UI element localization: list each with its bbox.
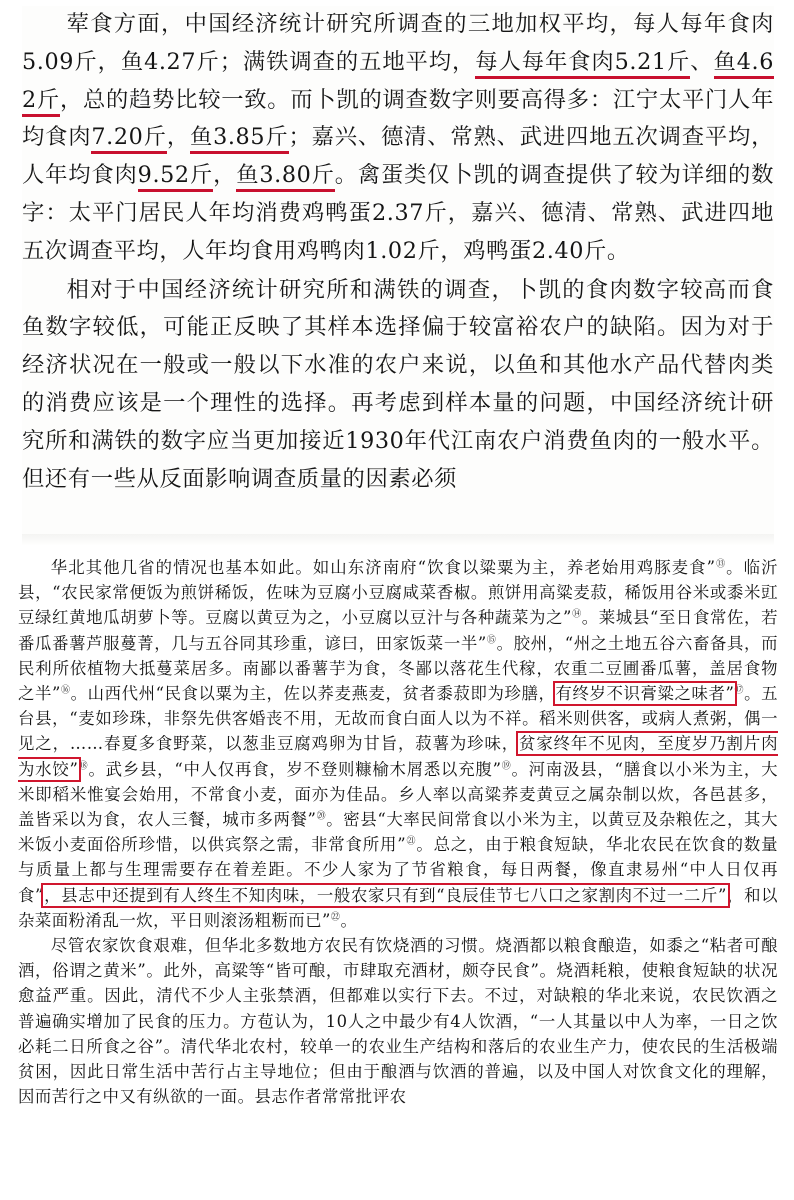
underlined-figure-fish: 鱼3.85斤 — [190, 124, 289, 154]
boxed-quote: 有终岁不识膏粱之味者” — [555, 684, 735, 704]
text-run: 。莱城县“至日食常佐，若番瓜番薯芦服蔓菁，几与五谷同其珍重，谚曰，田家饭菜一半” — [18, 608, 778, 653]
text-run: 。五台县，“麦如珍珠，非祭先供客婚丧不用，无故而食白面人以为不祥。稻米则供客，或病人煮粥，偶一见之，……春夏多食野菜，以葱韭豆腐鸡卵为甘旨，菽薯为珍味， — [18, 684, 778, 754]
footnote-marker-icon: ⑰ — [734, 685, 745, 696]
footnote-marker-icon: ㉒ — [330, 912, 341, 923]
text-run: 。临沂县，“农民家常便饭为煎饼稀饭，佐味为豆腐小豆腐咸菜香椒。煎饼用高粱麦菽，稀饭用谷米或黍米豇豆绿红黄地瓜胡萝卜等。豆腐以黄豆为之，小豆腐以豆汁与各种蔬菜为之” — [18, 558, 778, 628]
paragraph-meat-fish-consumption — [22, 6, 774, 271]
footnote-marker-icon: ⑱ — [78, 761, 89, 772]
underlined-figure-meat: 每人每年食肉5.21斤 — [475, 49, 690, 79]
footnote-marker-icon: ⑬ — [715, 559, 727, 570]
text-run: 、 — [690, 48, 714, 75]
text-run: ；嘉兴、德清、常熟、武进四地五次调查平均，人年均食肉 — [22, 124, 774, 189]
text-run: 。 — [340, 910, 358, 930]
text-run: 。胶州，“州之土地五谷六畜备具，而民利所依植物大抵蔓菜居多。南鄙以番薯芋为食，冬鄙以落花生代稼，农重二豆圃番瓜薯，盖居食物之半” — [18, 633, 778, 704]
text-run: ， — [213, 162, 237, 189]
upper-excerpt — [22, 6, 774, 534]
underlined-figure-meat: 7.20斤 — [91, 124, 166, 154]
text-run: 。总之，由于粮食短缺，华北农民在饮食的数量与质量上都与生理需要存在着差距。不少人家为了节省粮食，每日两餐，像直隶易州“中人日仅再食” — [18, 835, 778, 905]
footnote-marker-icon: ⑯ — [60, 685, 71, 696]
boxed-quote: 贫家终年不见肉，至度岁乃割片肉为水饺” — [18, 734, 778, 779]
text-run: 华北其他几省的情况也基本如此。如山东济南府“饮食以粱粟为主，养老始用鸡豚麦食” — [50, 558, 716, 577]
text-run: 。山西代州“民食以粟为主，佐以荞麦燕麦，贫者黍菽即为珍膳， — [70, 684, 556, 704]
underlined-figure-fish: 鱼4.62斤 — [22, 49, 774, 117]
text-run: ，和以杂菜面粉淆乱一炊，平日则滚汤粗粝而已” — [18, 885, 778, 930]
text-run: 。禽蛋类仅卜凯的调查提供了较为详细的数字：太平门居民人年均消费鸡鸭蛋2.37斤，嘉兴、德清、常熟、武进四地五次调查平均，人年均食用鸡鸭肉1.02斤，鸡鸭蛋2.40斤。 — [22, 162, 774, 264]
footnote-marker-icon: ㉑ — [406, 836, 417, 847]
text-run: 。密县“大率民间常食以小米为主，以黄豆及杂粮佐之，其大米饭小麦面俗所珍惜，以供宾祭之需，非常食所用” — [18, 810, 778, 855]
paragraph-liquor-consumption: 尽管农家饮食艰难，但华北多数地方农民有饮烧酒的习惯。烧酒都以粮食酿造，如黍之“粘者可酿酒，俗谓之黄米”。此外，高粱等“皆可酿，市肆取充酒材，颇夺民食”。烧酒耗粮，使粮食短缺的状况愈益严重。因此，清代不少人主张禁酒，但都难以实行下去。不过，对缺粮的华北来说，农民饮酒之普遍确实增加了民食的压力。方苞认为，10人之中最少有4人饮酒，“一人其量以中人为率，一日之饮必耗二日所食之谷”。清代华北农村，较单一的农业生产结构和落后的农业生产力，使农民的生活极端贫困，因此日常生活中苦行占主导地位；但由于酿酒与饮酒的普遍，以及中国人对饮食文化的理解，因而苦行之中又有纵欲的一面。县志作者常常批评农 — [18, 936, 778, 1107]
text-run: ，总的趋势比较一致。而卜凯的调查数字则要高得多：江宁太平门人年均食肉 — [22, 86, 774, 151]
boxed-quote: ，县志中还提到有人终生不知肉味，一般农家只有到“良辰佳节七八口之家割肉不过一二斤” — [43, 885, 727, 905]
lower-excerpt — [18, 548, 778, 1200]
text-run: 荤食方面，中国经济统计研究所调查的三地加权平均，每人每年食肉5.09斤，鱼4.27斤；满铁调查的五地平均， — [22, 11, 774, 75]
footnote-marker-icon: ⑳ — [316, 811, 327, 822]
underlined-figure-fish: 鱼3.80斤 — [236, 162, 335, 192]
text-run: 。河南汲县，“膳食以小米为主，大米即稻米惟宴会始用，不常食小麦，面亦为佳品。乡人率以高粱荞麦黄豆之属杂制以炊，各邑甚多，盖皆采以为食，农人三餐，城市多两餐” — [18, 759, 778, 830]
footnote-marker-icon: ⑭ — [571, 609, 582, 620]
text-run: 。武乡县，“中人仅再食，岁不登则糠榆木屑悉以充腹” — [88, 759, 502, 779]
scan-seam — [22, 534, 774, 546]
footnote-marker-icon: ⑮ — [486, 635, 497, 646]
footnote-marker-icon: ⑲ — [501, 761, 512, 772]
paragraph-north-china-diet — [18, 555, 778, 933]
paragraph-survey-comparison: 相对于中国经济统计研究所和满铁的调查，卜凯的食肉数字较高而食鱼数字较低，可能正反映了其样本选择偏于较富裕农户的缺陷。因为对于经济状况在一般或一般以下水准的农户来说，以鱼和其他水产品代替肉类的消费应该是一个理性的选择。再考虑到样本量的问题，中国经济统计研究所和满铁的数字应当更加接近1930年代江南农户消费鱼肉的一般水平。但还有一些从反面影响调查质量的因素必须 — [22, 276, 774, 492]
text-run: ， — [166, 124, 190, 151]
underlined-figure-meat: 9.52斤 — [138, 162, 213, 192]
